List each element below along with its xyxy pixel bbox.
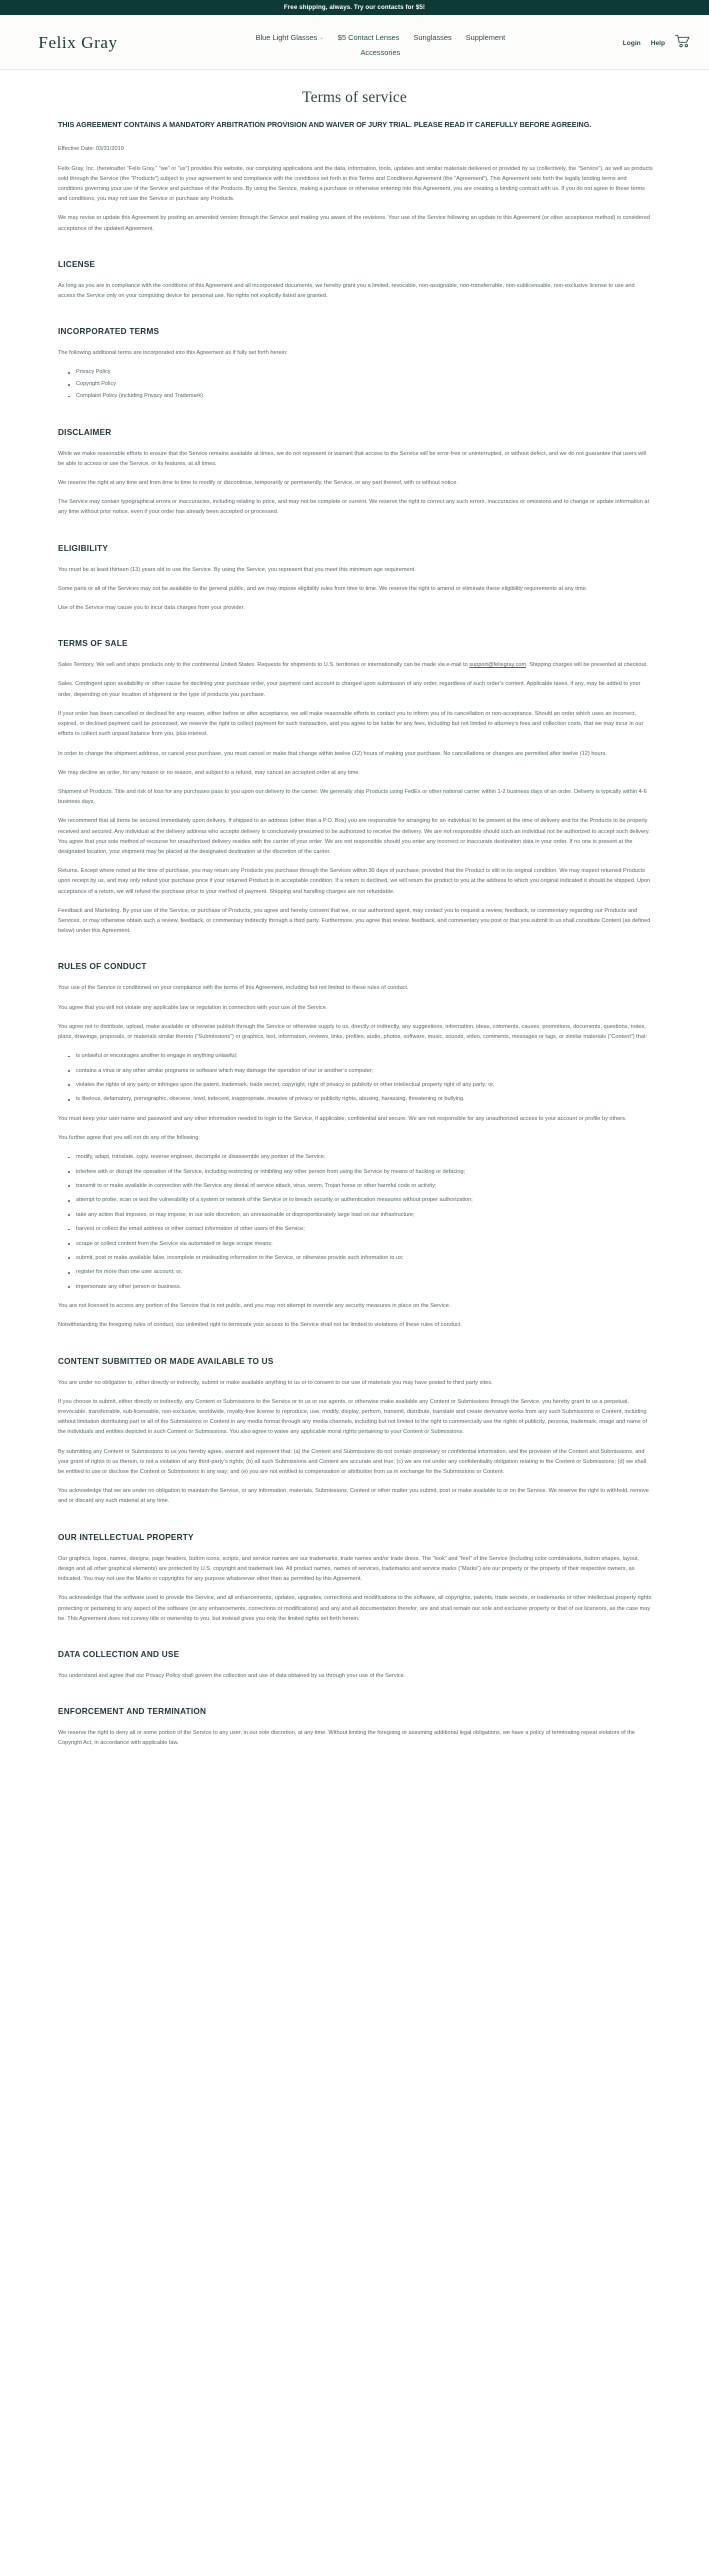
disclaimer-paragraph-1: While we make reasonable efforts to ensure that the Service remains available at times, we do not represent or warrant that access to the Service will be error-free or uninterrupted, or without defect, and we do not guarantee that users will be able to access or use the Service, or its features, at all times. [58,450,647,467]
disclaimer-paragraph-3: The Service may contain typographical errors or inaccuracies, including relating to price, and may not be complete or current. We reserve the right to correct any such errors, inaccuracies or omissions and to change or update information at any time without prior notice, even if your order has already been accepted or processed. [58,499,650,516]
section-heading-eligibility: ELIGIBILITY [58,543,109,553]
list-item: interfere with or disrupt the operation of the Service, including restricting or inhibiting any other person from using the Service by means of hacking or defacing; [76,1167,653,1177]
list-item: impersonate any other person or business. [76,1282,653,1292]
rules-paragraph-4: You must keep your user name and password and any other information needed to login to the Service, if applicable, confidential and secure. We are not responsible for any unauthorized access to your account or profile by others. [58,1115,627,1122]
list-item: attempt to probe, scan or test the vulnerability of a system or network of the Service or to breach security or authentication measures without proper authorization; [76,1195,653,1205]
help-link[interactable]: Help [650,40,665,47]
page-content [0,120,709,1749]
data-collection-paragraph-1: You understand and agree that our Privacy Policy shall govern the collection and use of data obtained by us through your use of the Service. [58,1672,406,1679]
header-utilities [623,24,691,53]
content-submitted-paragraph-3: By submitting any Content or Submissions to us you hereby agree, warrant and represent that: (a) the Content and Submissions do not contain proprietary or confidential information, and the provision of the Content and Submissions, and your grant of rights to us therein, is not a violation of any third-party’s rights; (b) all such Submissions and Content are accurate and true; (c) we are not under any confidentiality obligation relating to the Content or Submissions; (d) we shall be entitled to use or disclose the Content or Submissions in any way; and (e) you are not entitled to compensation or attribution from us in exchange for the Submissions or Content. [58,1448,647,1476]
prohibited-actions-list [58,1152,653,1292]
list-item: Privacy Policy [76,367,653,377]
terms-of-sale-paragraph-9: Feedback and Marketing. By your use of the Service, or purchase of Products, you agree and hereby consent that we, or our authorized agent, may contact you to request a review, feedback, or commentary regarding our Products and Services, or may otherwise obtain such a review, feedback, or commentary indirectly through a third party. Furthermore, you agree that review, feedback, and commentary you post or that you submit to us shall constitute Content (as defined below) under this Agreement. [58,907,651,935]
prohibited-content-list [58,1051,653,1105]
login-link[interactable]: Login [622,40,641,47]
terms-of-service-page [0,89,709,1780]
page-title: Terms of service [302,89,407,106]
rules-paragraph-7: Notwithstanding the foregoing rules of conduct, our unlimited right to terminate your access to the Service shall not be limited to violations of these rules of conduct. [58,1322,462,1329]
shopping-cart-icon[interactable] [675,34,691,53]
terms-of-sale-paragraph-4: In order to change the shipment address, or cancel your purchase, you must cancel or make that change within twelve (12) hours of making your purchase. No cancellations or changes are permitted after twelve (12) hours. [58,750,607,757]
rules-paragraph-3: You agree not to distribute, upload, make available or otherwise publish through the Service or otherwise supply to us, directly or indirectly, any suggestions, information, ideas, comments, causes, promotions, documents, questions, notes, plans, drawings, proposals, or materials similar thereto (“Submissions”) or graphics, text, information, reviews, links, profiles, audio, photos, software, music, sounds, video, comments, messages or tags, or similar materials (“Content”) that: [58,1023,648,1040]
announcement-text: Free shipping, always. Try our contacts for $5! [283,4,426,11]
content-submitted-paragraph-2: If you choose to submit, either directly or indirectly, any Content or Submissions to the Service or to us or our agents, or otherwise make available any Content or Submissions through the Service, you hereby grant to us a perpetual, irrevocable, transferrable, sub-licensable, non-exclusive, worldwide, royalty-free license to reproduce, use, modify, display, perform, transmit, distribute, translate and create derivative works from any such Submissions or Content, including without limitation distributing part or all of the Submissions or Content in any media format through any media channels, including but not limited to the right to commercially use the rights of publicity, persona, trademark, image and name of the individuals and entities depicted in such Content or Submissions. You also agree to waive any applicable moral rights pertaining to your Content or Submissions. [58,1398,648,1436]
section-heading-enforcement: ENFORCEMENT AND TERMINATION [58,1707,207,1717]
chevron-down-icon: ⌄ [319,35,324,41]
section-heading-intellectual-property: OUR INTELLECTUAL PROPERTY [58,1532,194,1542]
nav-item-supplement[interactable]: Supplement [465,33,506,42]
terms-of-sale-paragraph-1 [58,660,653,670]
nav-item-sunglasses[interactable]: Sunglasses [413,33,452,42]
terms-of-sale-paragraph-8: Returns. Except where noted at the time of purchase, you may return any Products you purchase through the Services within 30 days of purchase, provided that the Product is still in its original condition. We may inspect returned Products upon receipt by us, and may only refund your purchase price if your returned Product is in acceptable condition. If a return is declined, we will return the product to you at the address to which you original indicated it should be shipped. Upon acceptance of a return, we will refund the purchase price to your method of payment. Shipping and handling charges are not refundable. [58,868,651,895]
section-heading-incorporated-terms: INCORPORATED TERMS [58,327,160,337]
sales-territory-text-pre: Sales Territory. We sell and ships products only to the continental United States. Requests for shipments to U.S. territories or internationally can be made via e-mail to [58,662,470,669]
list-item: harvest or collect the email address or other contact information of other users of the Service; [76,1224,653,1234]
list-item: submit, post or make available false, incomplete or misleading information to the Service, or otherwise provide such information to us; [76,1253,653,1263]
incorporated-terms-list [58,367,653,401]
eligibility-paragraph-2: Some parts or all of the Services may not be available to the general public, and we may impose eligibility rules from time to time. We reserve the right to amend or eliminate these eligibility requirements at any time. [58,585,588,592]
arbitration-notice: THIS AGREEMENT CONTAINS A MANDATORY ARBITRATION PROVISION AND WAIVER OF JURY TRIAL. PLEASE READ IT CAREFULLY BEFORE AGREEING. [58,120,592,129]
section-heading-content-submitted: CONTENT SUBMITTED OR MADE AVAILABLE TO US [58,1356,274,1366]
rules-paragraph-2: You agree that you will not violate any applicable law or regulation in connection with your use of the Service. [58,1004,328,1011]
list-item: contains a virus or any other similar programs or software which may damage the operation of our or another’s computer; [76,1066,653,1076]
list-item: Complaint Policy (including Privacy and Trademark) [76,391,653,401]
section-heading-disclaimer: DISCLAIMER [58,427,112,437]
main-navigation [230,24,530,59]
rules-paragraph-1: Your use of the Service is conditioned on your compliance with the terms of this Agreement, including but not limited to these rules of conduct. [58,985,409,992]
content-submitted-paragraph-1: You are under no obligation to, either directly or indirectly, submit or make available anything to us or to consent to our use of materials you may have posted to third party sites. [58,1379,493,1386]
list-item: register for more than one user account; or, [76,1267,653,1277]
intro-paragraph-2: We may revise or update this Agreement by posting an amended version through the Service and making you aware of the revisions. Your use of the Service following an update to this Agreement (or other acceptance method) is considered acceptance of the updated Agreement. [58,215,650,232]
list-item: Copyright Policy [76,379,653,389]
license-paragraph-1: As long as you are in compliance with the conditions of this Agreement and all incorporated documents, we hereby grant you a limited, revocable, non-assignable, non-transferrable, non-sublicensable, non-exclusive license to use and access the Service only on your computing device for personal use. No rights not explicitly listed are granted. [58,282,635,300]
brand-logo[interactable]: Felix Gray [38,33,118,52]
eligibility-paragraph-1: You must be at least thirteen (13) years old to use the Service. By using the Service, you represent that you meet this minimum age requirement. [58,566,416,573]
terms-of-sale-paragraph-2: Sales. Contingent upon availability or other cause for declining your purchase order, your payment card account is charged upon submission of any order, regardless of such order’s content. Applicable taxes, if any, may be added to your order, depending on your location of shipment or the type of products you purchase. [58,681,641,698]
nav-item-blue-light-glasses[interactable] [256,32,324,45]
list-item: modify, adapt, translate, copy, reverse engineer, decompile or disassemble any portion of the Service; [76,1152,653,1162]
intellectual-property-paragraph-2: You acknowledge that the software used to provide the Service, and all enhancements, updates, upgrades, corrections and modifications to the software, all copyrights, patents, trade secrets, or trademarks or other intellectual property rights protecting or pertaining to any aspect of the software (or any enhancements, corrections or modifications) and any and all documentation therefor, are and shall remain our sole and exclusive property or that of our licensors, as the case may be. This Agreement does not convey title or ownership to you, but instead gives you only the limited rights set forth herein. [58,1595,652,1622]
list-item: is unlawful or encourages another to engage in anything unlawful; [76,1051,653,1061]
enforcement-paragraph-1: We reserve the right to deny all or some portion of the Service to any user, in our sole discretion, at any time. Without limiting the foregoing or assuming additional legal obligations, we have a policy of terminating repeat violators of the Copyright Act, in accordance with applicable law. [58,1730,635,1747]
intellectual-property-paragraph-1: Our graphics, logos, names, designs, page headers, button icons, scripts, and service names are our trademarks, trade names and/or trade dress. The “look” and “feel” of the Service (including color combinations, button shapes, layout, design and all other graphical elements) are protected by U.S. copyright and trademark law. All product names, names of services, trademarks and service marks (“Marks”) are our property or the property of their respective owners, as indicated. You may not use the Marks or copyrights for any purpose whatsoever other than as permitted by this Agreement. [58,1555,640,1583]
sales-territory-text-post: . Shipping charges will be presented at checkout. [526,662,648,669]
list-item: violates the rights of any party or infringes upon the patent, trademark, trade secret, copyright, right of privacy or publicity or other intellectual property right of any party; or, [76,1080,653,1090]
content-submitted-paragraph-4: You acknowledge that we are under no obligation to maintain the Service, or any information, materials, Submissions, Content or other matter you submit, post or make available to or on the Service. We reserve the right to withhold, remove and or discard any such material at any time. [58,1488,649,1505]
eligibility-paragraph-3: Use of the Service may cause you to incur data charges from your provider. [58,605,245,612]
effective-date: Effective Date: 03/31/2019 [58,146,124,153]
rules-paragraph-5: You further agree that you will not do any of the following: [58,1134,200,1141]
support-email-link[interactable]: support@felixgray.com [469,662,527,669]
disclaimer-paragraph-2: We reserve the right at any time and from time to time to modify or discontinue, temporarily or permanently, the Service, or any part thereof, with or without notice. [58,480,458,487]
list-item: transmit to or make available in connection with the Service any denial of service attack, virus, worm, Trojan horse or other harmful code or activity; [76,1181,653,1191]
section-heading-terms-of-sale: TERMS OF SALE [58,639,128,649]
incorporated-terms-paragraph-1: The following additional terms are incorporated into this Agreement as if fully set forth herein: [58,350,288,357]
list-item: is libelous, defamatory, pornographic, obscene, lewd, indecent, inappropriate, invasive of privacy or publicity rights, abusing, harassing, threatening or bullying. [76,1094,653,1104]
section-heading-license: LICENSE [58,259,96,269]
terms-of-sale-paragraph-3: If your order has been cancelled or declined for any reason, either before or after acceptance, we will make reasonable efforts to contact you to inform you of its cancellation or non-acceptance. Should an order which uses an incorrect, expired, or declined payment card be processed, we reserve the right to collect payment for such transaction, and you agree to be liable for any fees, including but not limited to attorney’s fees and collection costs, that we may incur in our efforts to collect such unpaid balance from you, plus interest. [58,710,644,738]
terms-of-sale-paragraph-7: We recommend that all items be secured immediately upon delivery. If shipped to an address (other than a P.O. Box) you are responsible for arranging for an individual to be present at the time of delivery and for the Products to be properly received and secured. Any individual at the delivery address who accepts delivery is conclusively presumed to be authorized to receive the delivery. We are not responsible should such an individual not be authorized to accept such delivery. You agree that your sole method of recourse for unauthorized delivery resides with the carrier of your order. We are not responsible should you enter any incorrect or inaccurate destination data in your order. If no one is present at the designated location, your shipment may be placed at the designated destination at the discretion of the carrier. [58,818,650,855]
rules-paragraph-6: You are not licensed to access any portion of the Service that is not public, and you may not attempt to override any security measures in place on the Service. [58,1303,451,1310]
list-item: take any action that imposes, or may impose, in our sole discretion, an unreasonable or disproportionately large load on our infrastructure; [76,1210,653,1220]
terms-of-sale-paragraph-5: We may decline an order, for any reason or no reason, and subject to a refund, may cancel an accepted order at any time. [58,769,360,776]
list-item: scrape or collect content from the Service via automated or large scrape means; [76,1239,653,1249]
nav-item-contact-lenses[interactable]: $5 Contact Lenses [337,33,400,42]
nav-item-accessories[interactable]: Accessories [360,48,401,57]
terms-of-sale-paragraph-6: Shipment of Products. Title and risk of loss for any purchases pass to you upon our delivery to the carrier. We generally ship Products using FedEx or other national carrier within 1-2 business days of an order. Delivery is typically within 4-6 business days. [58,788,647,806]
section-heading-data-collection: DATA COLLECTION AND USE [58,1649,180,1659]
nav-label: Blue Light Glasses [255,33,318,42]
nav-second-row [230,47,530,59]
intro-paragraph-1: Felix Gray, Inc. (hereinafter “Felix Gray,” “we” or “us”) provides this website, our computing applications and the data, information, tools, updates and similar materials delivered or provided by us (collectively, the “Service”), as well as products sold through the Service (the “Products”) subject to your agreement to and compliance with the conditions set forth in this Terms and Conditions Agreement (the “Agreement”). This Agreement sets forth the legally binding terms and conditions governing your use of the Service and purchase of the Products. By using the Service, making a purchase or otherwise entering into this Agreement, you are creating a binding contract with us. If you do not agree to these terms and conditions, you may not use the Service or purchase any Products. [58,165,653,203]
announcement-bar[interactable] [0,0,709,15]
section-heading-rules-of-conduct: RULES OF CONDUCT [58,962,147,972]
site-header [0,15,709,70]
